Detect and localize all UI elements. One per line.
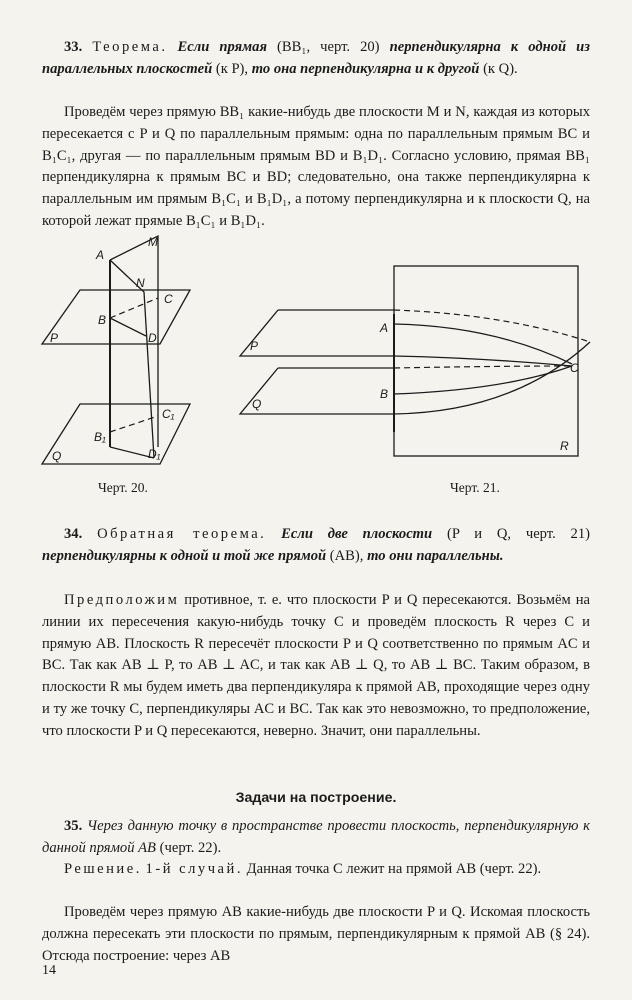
sec35-number: 35. (64, 818, 83, 834)
fig20-label-m: M (148, 235, 158, 249)
figure-20 (36, 232, 196, 472)
sec33-label: Теорема. (92, 39, 168, 55)
fig21-plane-p-lower (394, 356, 572, 366)
sec33-number: 33. (64, 39, 83, 55)
sec34-proof (42, 590, 590, 743)
fig21-plane-r (394, 266, 578, 456)
sec34-paren1: (P и Q, черт. 21) (446, 526, 590, 542)
sec33-statement-part2: перпендикулярна к одной из параллельных плоскостей (42, 39, 590, 77)
fig21-label-c: C (570, 361, 579, 375)
fig21-label-a: A (380, 321, 389, 335)
fig20-label-d: D (148, 331, 157, 345)
sec35-statement (42, 816, 590, 860)
sec33-paren3: (к Q). (483, 60, 518, 77)
figure-21 (234, 262, 594, 462)
sec34-label: Обратная теорема. (97, 526, 267, 542)
fig20-label-c: C (164, 292, 173, 306)
page-number: 14 (42, 963, 56, 978)
fig21-plane-q-front (240, 368, 394, 414)
fig21-label-b: B (380, 387, 389, 401)
sec33-proof: Проведём через прямую BB₁ какие-нибудь две плоскости M и N, каждая из которых пересекается с P и Q по параллельным прямым: одна по параллельным прямым BC и B₁C₁, другая — по параллельным прямым BD и B₁D₁. Согласно условию, прямая BB₁ перпендикулярна к прямым BC и BD; следовательно, она также перпендикулярна к параллельным им прямым B₁C₁ и B₁D₁, а потому перпендикулярна и к плоскости Q, на которой лежат прямые B₁C₁ и B₁D₁. (42, 104, 590, 229)
fig20-caption: Черт. 20. (98, 480, 148, 495)
fig21-plane-q-lower (394, 342, 590, 414)
sec35-solution (42, 859, 590, 881)
sec34-proof-text: противное, т. е. что плоскости P и Q пересекаются. Возьмём на линии их пересечения какую-нибудь точку C и проведём плоскость R через C и прямую AB. Плоскость R пересечёт плоскости P и Q соответственно по прямым AC и BC. Так как AB ⊥ P, то AB ⊥ AC, и так как AB ⊥ Q, то AB ⊥ BC. Таким образом, в плоскости R мы будем иметь два перпендикуляра к прямой AB, проходящие через одну и ту же точку C, перпендикуляры AC и BC. Так как это невозможно, то предположение, что плоскости P и Q пересекаются, неверно. Значит, они параллельны. (42, 592, 590, 739)
fig21-label-p: P (250, 339, 259, 353)
fig20-line-b1c1 (110, 416, 158, 432)
sec34-statement (42, 524, 590, 568)
fig21-label-r: R (560, 439, 569, 453)
fig20-label-c1: C₁ (162, 407, 175, 421)
sec34-number: 34. (64, 526, 83, 542)
fig21-plane-p-front (240, 310, 394, 356)
fig20-line-bd (110, 318, 146, 336)
sec34-paren2: (AB), (329, 547, 364, 564)
fig21-line-bc (394, 366, 572, 394)
sec34-statement-part3: то они параллельны. (367, 547, 504, 564)
sec33-paren1: (BB₁, черт. 20) (277, 39, 380, 55)
sec34-statement-part1: Если две плоскости (281, 526, 433, 542)
sec33-statement (42, 37, 590, 81)
fig20-label-n: N (136, 276, 145, 290)
fig20-label-d1: D₁ (148, 447, 161, 461)
sec33-paren2: (к P), (215, 60, 249, 77)
sec35-paren: (черт. 22). (159, 839, 222, 856)
sec35-solution-label: Решение. (64, 861, 142, 877)
fig21-plane-q-back (394, 366, 572, 368)
sec33-statement-part3: то она перпендикулярна и к другой (251, 60, 480, 77)
fig21-label-q: Q (252, 397, 262, 411)
sec33-statement-part1: Если прямая (177, 39, 267, 55)
sec35-case-text: Данная точка C лежит на прямой AB (черт. 22). (246, 861, 542, 877)
fig21-caption: Черт. 21. (450, 480, 500, 495)
fig20-label-q: Q (52, 449, 62, 463)
fig20-line-bc (110, 298, 158, 318)
fig20-label-a: A (96, 248, 105, 262)
sec35-statement-text: Через данную точку в пространстве провести плоскость, перпендикулярную к данной прямой AB (42, 818, 590, 856)
sec35-case-label: 1-й случай. (145, 861, 243, 877)
fig20-label-b: B (98, 313, 107, 327)
sec34-proof-lead: Предположим (64, 592, 180, 608)
fig20-label-b1: B₁ (94, 430, 106, 444)
sec34-statement-part2: перпендикулярны к одной и той же прямой (42, 547, 327, 564)
section-heading: Задачи на построение. (235, 790, 397, 806)
fig20-label-p: P (50, 331, 59, 345)
sec35-construction: Проведём через прямую AB какие-нибудь две плоскости P и Q. Искомая плоскость должна пересекать эти плоскости по прямым, перпендикулярным к прямой AB (§ 24). Отсюда построение: через AB (42, 904, 590, 964)
